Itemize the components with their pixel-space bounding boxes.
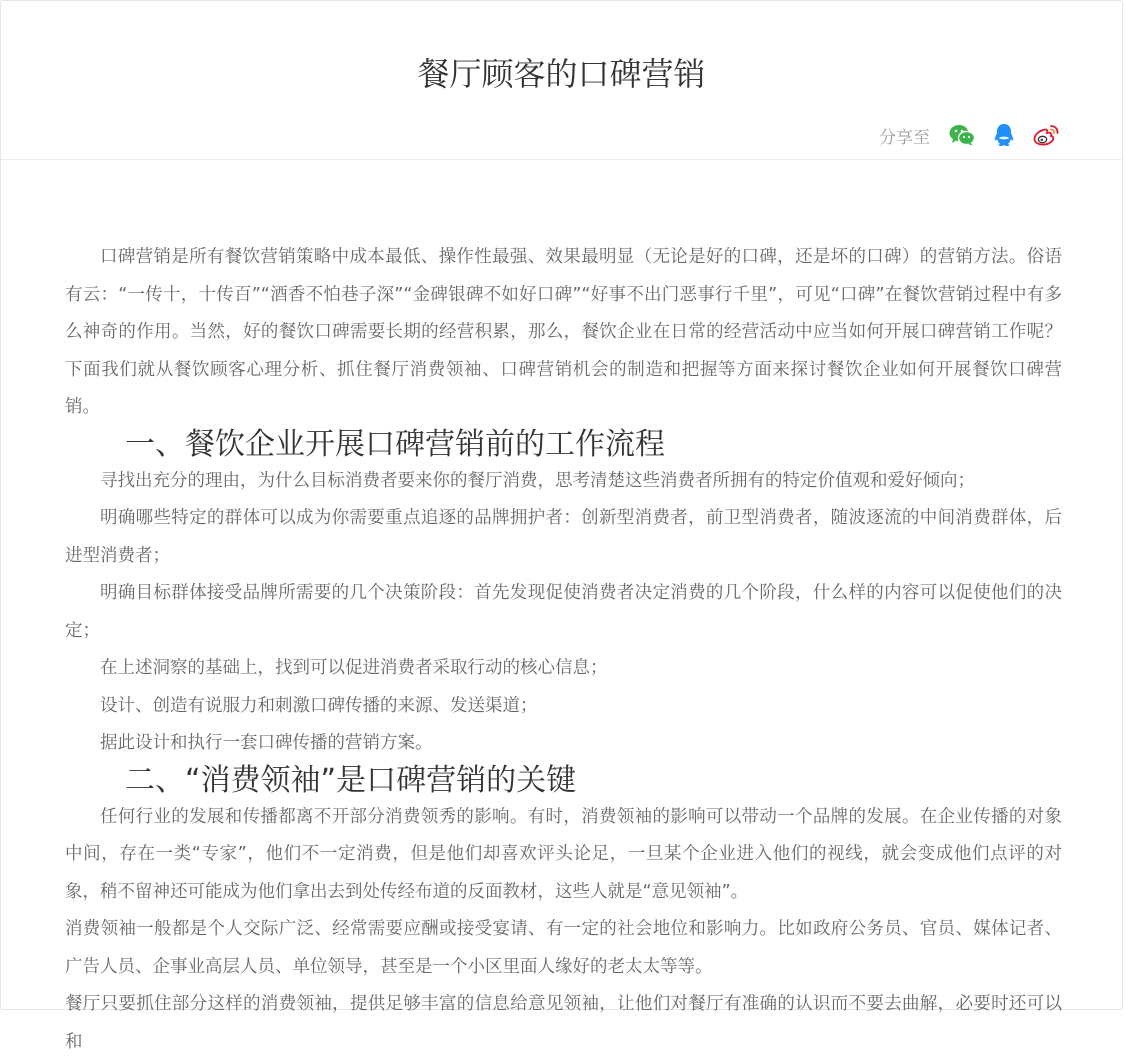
section1-paragraph: 寻找出充分的理由，为什么目标消费者要来你的餐厅消费，思考清楚这些消费者所拥有的特定价值观和爱好倾向； [100,470,975,491]
section2-paragraph: 餐厅只要抓住部分这样的消费领袖，提供足够丰富的信息给意见领袖，让他们对餐厅有准确的认识而不要去曲解，必要时还可以和 [65,994,1062,1052]
section-heading-1: 一、餐饮企业开展口碑营销前的工作流程 [125,426,665,462]
section2-paragraph: 任何行业的发展和传播都离不开部分消费领秀的影响。有时，消费领袖的影响可以带动一个品牌的发展。在企业传播的对象中间，存在一类“专家”，他们不一定消费，但是他们却喜欢评头论足，一旦某个企业进入他们的视线，就会变成他们点评的对象，稍不留神还可能成为他们拿出去到处传经布道的反面教材，这些人就是“意见领袖”。 [65,806,1062,902]
section2-paragraph: 消费领袖一般都是个人交际广泛、经常需要应酬或接受宴请、有一定的社会地位和影响力。比如政府公务员、官员、媒体记者、广告人员、企事业高层人员、单位领导，甚至是一个小区里面人缘好的老太太等等。 [65,919,1062,977]
article-header [1,1,1122,160]
share-bar [879,121,1060,149]
share-label: 分享至 [879,127,930,148]
weibo-icon[interactable] [1032,121,1060,149]
section1-paragraph: 在上述洞察的基础上，找到可以促进消费者采取行动的核心信息； [100,658,608,678]
qq-icon[interactable] [990,121,1018,149]
article-body [65,239,1062,1061]
page-title: 餐厅顾客的口碑营销 [417,55,706,93]
section1-paragraph: 明确哪些特定的群体可以成为你需要重点追逐的品牌拥护者：创新型消费者，前卫型消费者，随波逐流的中间消费群体，后进型消费者； [65,508,1062,566]
intro-paragraph: 口碑营销是所有餐饮营销策略中成本最低、操作性最强、效果最明显（无论是好的口碑，还是坏的口碑）的营销方法。俗语有云：“一传十，十传百”“酒香不怕巷子深”“金碑银碑不如好口碑”“好事不出门恶事行千里”，可见“口碑”在餐饮营销过程中有多么神奇的作用。当然，好的餐饮口碑需要长期的经营积累，那么，餐饮企业在日常的经营活动中应当如何开展口碑营销工作呢？下面我们就从餐饮顾客心理分析、抓住餐厅消费领袖、口碑营销机会的制造和把握等方面来探讨餐饮企业如何开展餐饮口碑营销。 [65,247,1062,417]
section1-paragraph: 设计、创造有说服力和刺激口碑传播的来源、发送渠道； [100,695,538,716]
section1-paragraph: 明确目标群体接受品牌所需要的几个决策阶段：首先发现促使消费者决定消费的几个阶段，什么样的内容可以促使他们的决定； [65,583,1062,641]
wechat-icon[interactable] [948,121,976,149]
section-heading-2: 二、“消费领袖”是口碑营销的关键 [125,762,577,798]
section1-paragraph: 据此设计和执行一套口碑传播的营销方案。 [100,733,433,753]
